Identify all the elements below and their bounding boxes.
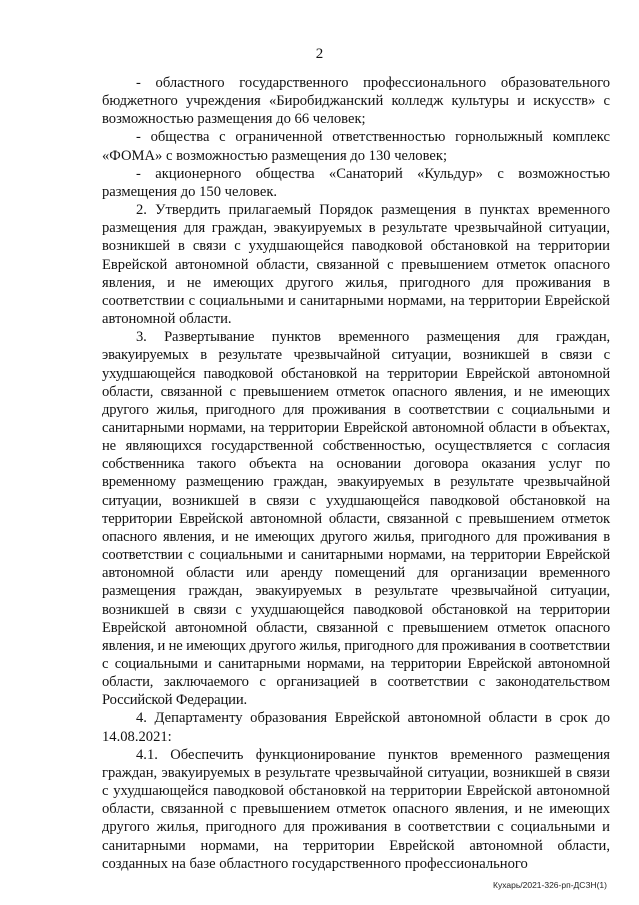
paragraph-4: 4. Департаменту образования Еврейской автономной области в срок до 14.08.2021: [102,710,610,745]
document-registration-code: Кухарь/2021-326-рп-ДСЗН(1) [493,880,607,890]
paragraph-item-sanatorium: - акционерного общества «Санаторий «Кульдур» с возможностью размещения до 150 человек. [102,165,610,200]
paragraph-4-1: 4.1. Обеспечить функционирование пунктов временного размещения граждан, эвакуируемых в результате чрезвычайной ситуации, возникшей в связи с ухудшающейся паводковой обстановкой на территории Еврейской автономной области, связанной с превышением отметок опасного явления, и не имеющих другого жилья, пригодного для проживания в соответствии с социальными и санитарными нормами, на территории Еврейской автономной области, созданных на базе областного государственного профессионального [102,746,610,872]
paragraph-item-foma: - общества с ограниченной ответственностью горнолыжный комплекс «ФОМА» с возможностью размещения до 130 человек; [102,129,610,164]
page-number: 2 [315,46,324,62]
paragraph-2: 2. Утвердить прилагаемый Порядок размещения в пунктах временного размещения для граждан, эвакуируемых в результате чрезвычайной ситуации, возникшей в связи с ухудшающейся паводковой обстановкой на территории Еврейской автономной области, связанной с превышением отметок опасного явления, и не имеющих другого жилья, пригодного для проживания в соответствии с социальными и санитарными нормами, на территории Еврейской автономной области. [102,202,610,328]
document-body [102,74,610,873]
paragraph-item-college: - областного государственного профессионального образовательного бюджетного учреждения «Биробиджанский колледж культуры и искусств» с возможностью размещения до 66 человек; [102,75,610,128]
paragraph-3: 3. Развертывание пунктов временного размещения для граждан, эвакуируемых в результате чрезвычайной ситуации, возникшей в связи с ухудшающейся паводковой обстановкой на территории Еврейской автономной области, связанной с превышением отметок опасного явления, и не имеющих другого жилья, пригодного для проживания в соответствии с социальными и санитарными нормами, на территории Еврейской автономной области в объектах, не являющихся государственной собственностью, осуществляется с согласия собственника такого объекта на основании договора оказания услуг по временному размещению граждан, эвакуируемых в результате чрезвычайной ситуации, возникшей в связи с ухудшающейся паводковой обстановкой на территории Еврейской автономной области, связанной с превышением отметок опасного явления, и не имеющих другого жилья, пригодного для проживания в соответствии с социальными и санитарными нормами, на территории Еврейской автономной области или аренду помещений для организации временного размещения граждан, эвакуируемых в результате чрезвычайной ситуации, возникшей в связи с ухудшающейся паводковой обстановкой на территории Еврейской автономной области, связанной с превышением отметок опасного явления, и не имеющих другого жилья, пригодного для проживания в соответствии с социальными и санитарными нормами, на территории Еврейской автономной области, заключаемого с организацией в соответствии с законодательством Российской Федерации. [102,329,610,709]
